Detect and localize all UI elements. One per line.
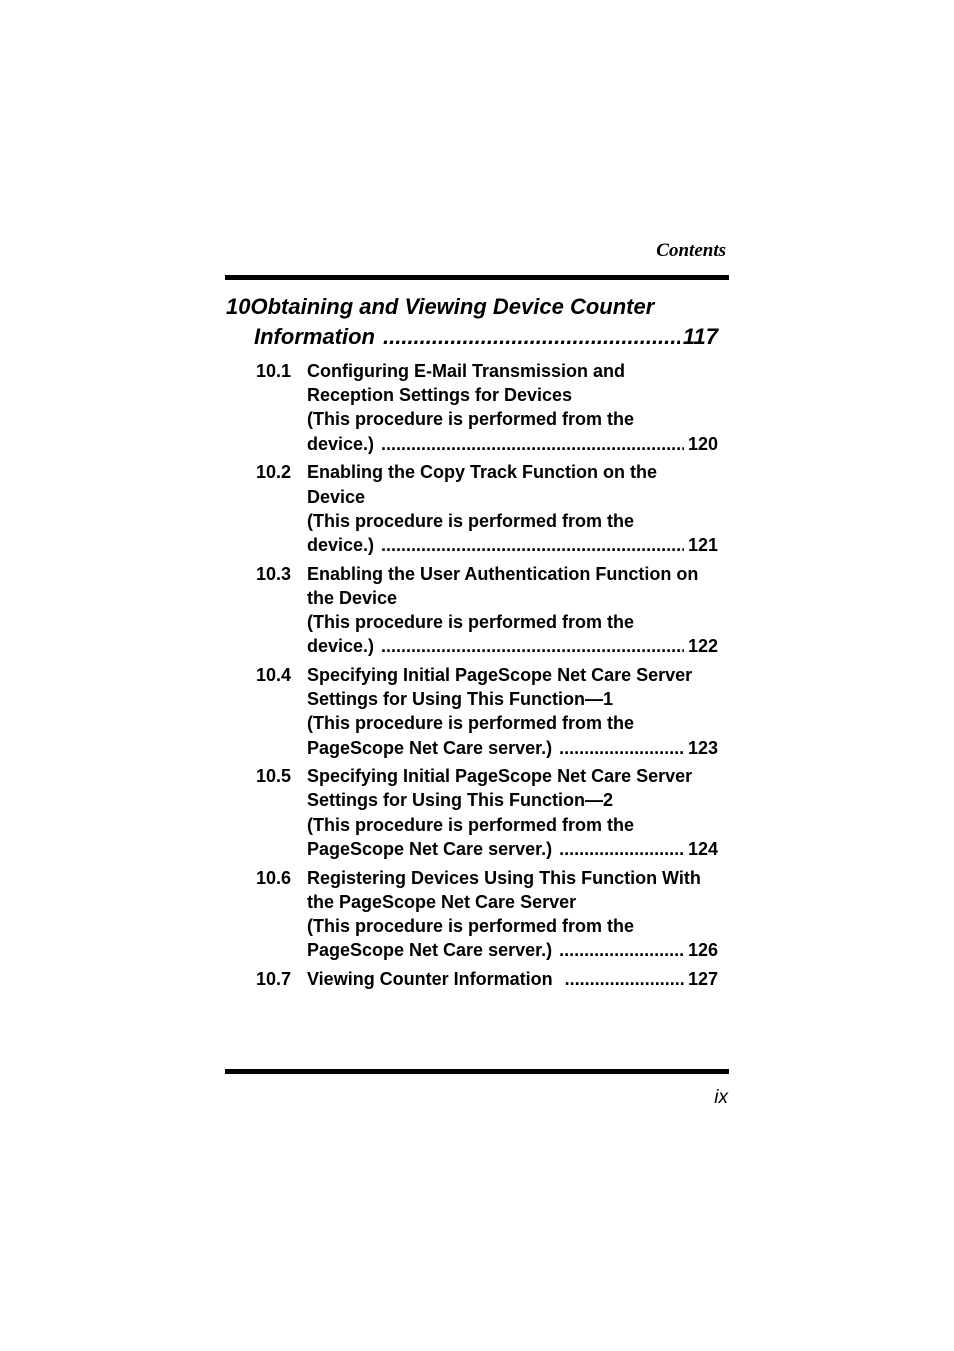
entry-title-line: (This procedure is performed from the [307,409,635,430]
chapter-number: 10 [226,294,251,319]
entry-page: 121 [687,534,718,555]
entry-title-line: Settings for Using This Function—1 [307,689,613,710]
toc-list [256,359,718,996]
entry-title-line: (This procedure is performed from the [307,510,635,531]
entry-title-line: Device [307,486,366,507]
toc-entry-10-6[interactable] [256,866,718,963]
entry-title-line: Configuring E-Mail Transmission and [307,361,626,381]
entry-number: 10.4 [256,664,292,685]
entry-title-line: (This procedure is performed from the [307,814,635,835]
entry-page: 127 [687,968,718,989]
entry-title-line: (This procedure is performed from the [307,612,635,633]
entry-title-line: Specifying Initial PageScope Net Care Server [307,766,693,787]
entry-number: 10.3 [256,563,292,584]
entry-page: 120 [687,433,718,454]
top-rule [225,275,729,280]
dot-leader [381,634,684,658]
entry-title-line: PageScope Net Care server.) [307,838,553,859]
entry-page: 126 [687,940,718,961]
entry-title-line: Reception Settings for Devices [307,385,573,406]
entry-title-line: Registering Devices Using This Function With [307,867,701,888]
entry-number: 10.1 [256,361,292,381]
entry-title-line: PageScope Net Care server.) [307,940,553,961]
toc-entry-10-5[interactable] [256,764,718,861]
dot-leader [559,938,684,962]
chapter-page: 117 [682,324,718,349]
entry-number: 10.5 [256,766,292,787]
entry-title-line: (This procedure is performed from the [307,915,635,936]
entry-title-line: device.) [307,534,375,555]
dot-leader [381,432,684,456]
entry-page: 124 [687,838,718,859]
bottom-rule [225,1069,729,1074]
entry-number: 10.6 [256,867,292,888]
page-folio: ix [714,1087,728,1108]
entry-title-line: Viewing Counter Information [307,968,553,989]
entry-title-line: (This procedure is performed from the [307,713,635,734]
entry-title-line: device.) [307,636,375,657]
running-head-title: Contents [656,240,726,261]
entry-title-line: PageScope Net Care server.) [307,737,553,758]
toc-entry-10-7[interactable] [256,967,718,991]
entry-title-line: Enabling the Copy Track Function on the [307,462,658,483]
entry-title-line: the Device [307,587,398,608]
entry-title-line: the PageScope Net Care Server [307,891,577,912]
toc-entry-10-4[interactable] [256,663,718,760]
dot-leader [381,533,684,557]
dot-leader [383,322,680,352]
dot-leader [559,736,684,760]
chapter-heading [226,292,718,352]
entry-title-line: Specifying Initial PageScope Net Care Server [307,664,693,685]
toc-entry-10-1[interactable] [256,359,718,456]
toc-entry-10-2[interactable] [256,460,718,557]
chapter-title-line1: Obtaining and Viewing Device Counter [250,294,655,319]
entry-title-line: Settings for Using This Function—2 [307,790,613,811]
entry-title-line: Enabling the User Authentication Function on [307,563,699,584]
dot-leader [565,967,684,991]
entry-page: 122 [687,636,718,657]
dot-leader [559,837,684,861]
entry-page: 123 [687,737,718,758]
entry-number: 10.2 [256,462,292,483]
chapter-title-line2: Information [254,324,375,349]
entry-title-line: device.) [307,433,375,454]
toc-entry-10-3[interactable] [256,562,718,659]
entry-number: 10.7 [256,968,292,989]
